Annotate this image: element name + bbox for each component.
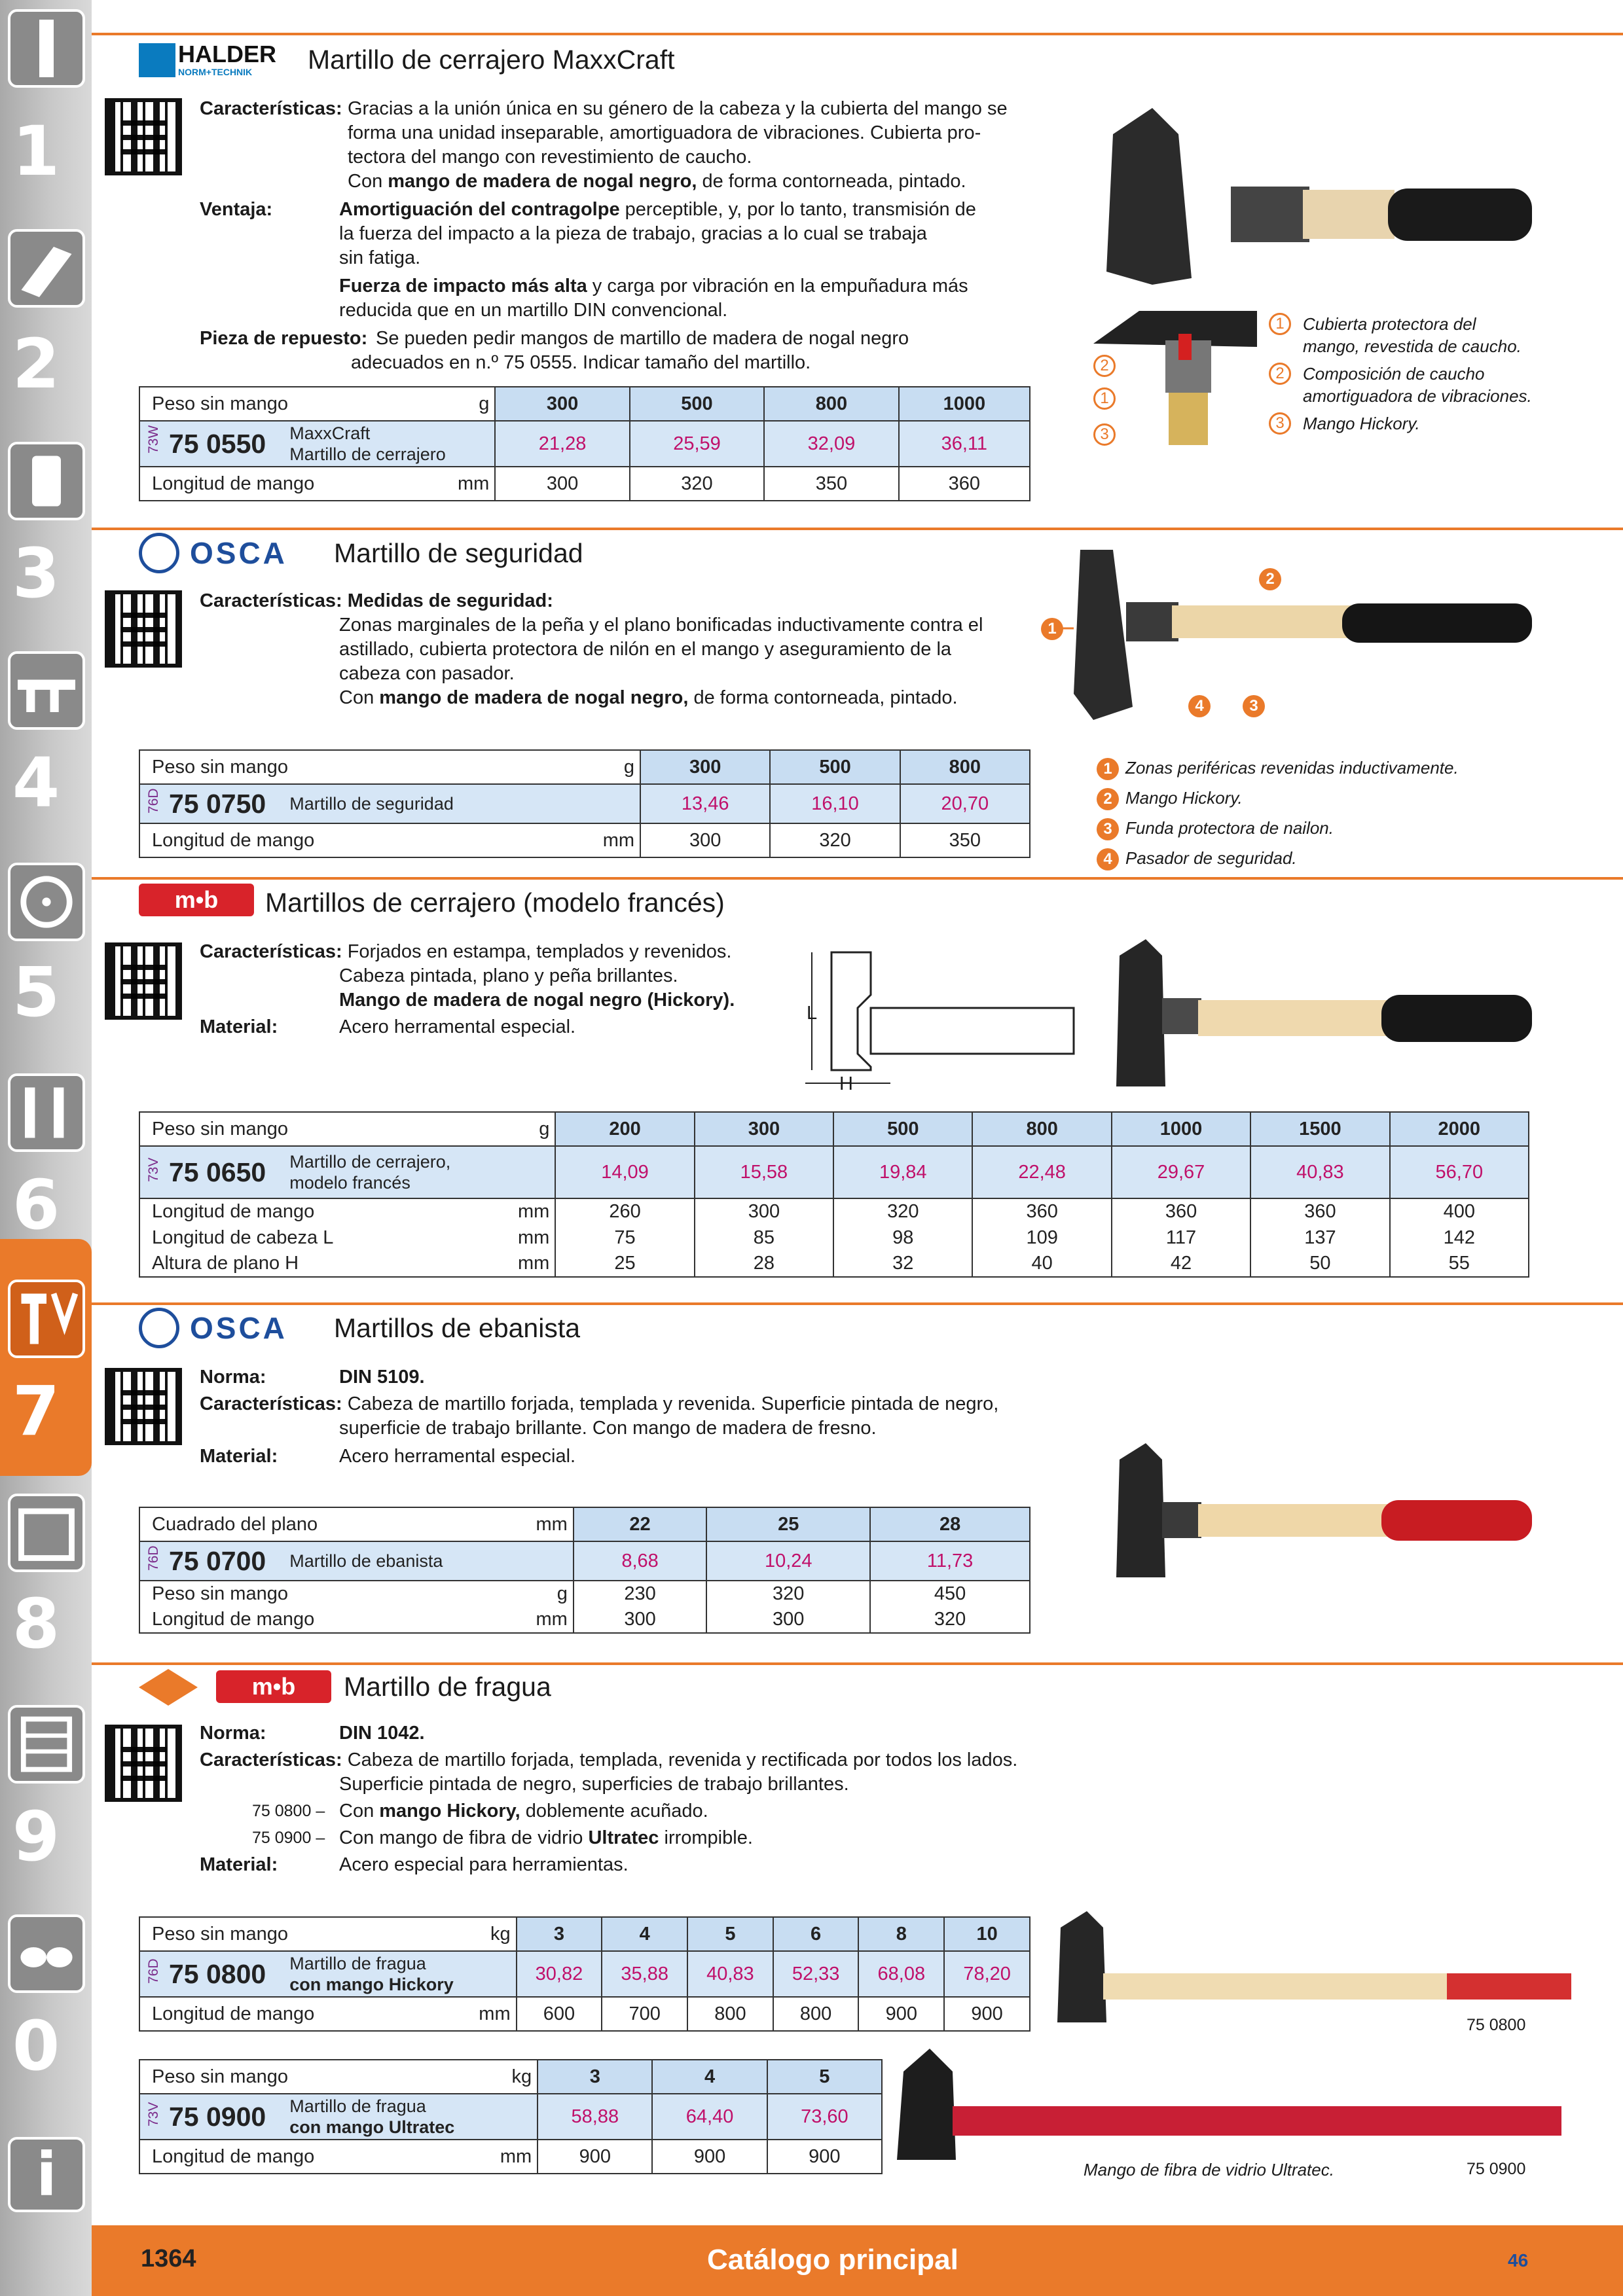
hammer-image-maxxcraft — [1087, 108, 1545, 291]
article-cell[interactable]: 73V 75 0650 Martillo de cerrajero, modelo francés — [139, 1146, 555, 1198]
qr-code[interactable] — [105, 942, 182, 1020]
callout-1: 1 — [1093, 386, 1122, 410]
callout-1: 1 — [1041, 617, 1070, 640]
price-table: Peso sin mango g 200 300 500 800 1000 1500 2000 73V 75 0650 Martillo de cerrajero, modelo francés 14,09 15,58 19,84 22,48 29,67 40,83 56,70 Longitud de mango mm 260 300 320 360 360 360 400 Longitud de cabeza L mm 75 85 98 109 117 137 142 Altura de plano H mm 25 28 32 40 42 50 55 — [139, 1111, 1529, 1278]
text-line: la fuerza del impacto a la pieza de trabajo, gracias a lo cual se trabaja — [339, 223, 927, 244]
hammer-image-fragua-ultratec — [890, 2045, 1578, 2163]
callout-2: 2 — [1259, 567, 1288, 590]
price-cell: 25,59 — [630, 421, 764, 467]
callout-2: 2 — [1093, 353, 1122, 377]
dim-label-L: L — [807, 1003, 818, 1024]
product-title: Martillo de seguridad — [334, 538, 583, 568]
size-cell: 800 — [764, 387, 898, 421]
catalog-title: Catálogo principal — [707, 2244, 958, 2276]
qr-code[interactable] — [105, 1368, 182, 1445]
product-title: Martillo de cerrajero MaxxCraft — [308, 45, 675, 75]
image-label: 75 0800 — [1467, 2016, 1526, 2034]
text-line: Fuerza de impacto más alta y carga por vibración en la empuñadura más — [339, 276, 968, 296]
product-title: Martillos de ebanista — [334, 1313, 581, 1343]
chapter-tab-4[interactable]: 4 — [12, 743, 60, 823]
label-repuesto: Pieza de repuesto: — [200, 328, 368, 349]
product-title: Martillos de cerrajero (modelo francés) — [265, 888, 725, 918]
article-cell[interactable]: 76D 75 0750 Martillo de seguridad — [139, 784, 640, 823]
image-caption: Mango de fibra de vidrio Ultratec. — [1084, 2160, 1334, 2179]
info-icon[interactable]: i — [8, 2137, 85, 2212]
text-line: astillado, cubierta protectora de nilón en el mango y aseguramiento de la — [339, 639, 952, 660]
callout-3: 3 — [1093, 422, 1122, 446]
table-header-label: Peso sin mango — [139, 387, 454, 421]
text-line: sin fatiga. — [339, 247, 421, 268]
section-divider — [92, 528, 1623, 530]
brand-mb: m•b — [139, 884, 254, 916]
price-table: Peso sin mango g 300 500 800 76D 75 0750 Martillo de seguridad 13,46 16,10 20,70 Longitud de mango mm 300 320 350 — [139, 749, 1030, 858]
section-divider — [92, 1662, 1623, 1665]
dim-label-H: H — [839, 1073, 853, 1094]
text-line: tectora del mango con revestimiento de caucho. — [348, 147, 752, 168]
qr-code[interactable] — [105, 1725, 182, 1802]
text-line: cabeza con pasador. — [339, 663, 515, 684]
hammer-image-fragua-hickory — [1041, 1908, 1578, 2026]
chuck-icon[interactable] — [8, 442, 85, 520]
price-table: Peso sin mango kg 3 4 5 6 8 10 76D 75 0800 Martillo de fragua con mango Hickory 30,82 35,88 40,83 52,33 68,08 78,20 Longitud de mango mm 600 700 800 800 900 900 — [139, 1916, 1030, 2032]
chapter-tab-0[interactable]: 0 — [12, 2006, 60, 2086]
chapter-tab-1[interactable]: 1 — [12, 111, 60, 191]
page-footer — [92, 2225, 1623, 2296]
qr-code[interactable] — [105, 98, 182, 175]
chapter-tab-3[interactable]: 3 — [12, 533, 60, 613]
osca-logo-icon — [139, 533, 179, 573]
text-line: reducida que en un martillo DIN convencional. — [339, 300, 728, 321]
bull-logo-icon — [139, 1669, 198, 1706]
page-number: 1364 — [141, 2245, 196, 2272]
label-caracteristicas: Características: — [200, 98, 342, 119]
brand-osca: OSCA — [190, 536, 287, 570]
qr-code[interactable] — [105, 590, 182, 668]
hammer-image-seguridad — [1048, 543, 1545, 733]
cabinet-icon[interactable] — [8, 1705, 85, 1784]
article-cell[interactable]: 76D 75 0800 Martillo de fragua con mango Hickory — [139, 1951, 517, 1997]
dimension-diagram — [792, 949, 1080, 1100]
text-line: forma una unidad inseparable, amortiguadora de vibraciones. Cubierta pro- — [348, 122, 981, 143]
chapter-tab-9[interactable]: 9 — [12, 1797, 60, 1876]
halder-logo-icon — [139, 43, 175, 77]
description-block: Norma: DIN 5109. Características: Cabeza de martillo forjada, templada y revenida. Superficie pintada de negro, superficie de trabajo brillante. Con mango de madera de fresno. Material: Acero herramental especial. — [200, 1367, 999, 1467]
catalog-sub-number: 46 — [1508, 2250, 1529, 2270]
text-line: adecuados en n.º 75 0555. Indicar tamaño del martillo. — [351, 352, 811, 373]
price-table: Peso sin mango kg 3 4 5 73V 75 0900 Martillo de fragua con mango Ultratec 58,88 64,40 73,60 Longitud de mango mm 900 900 900 — [139, 2059, 883, 2174]
hammer-image-ebanista — [1106, 1440, 1539, 1584]
price-table: Cuadrado del plano mm 22 25 28 76D 75 0700 Martillo de ebanista 8,68 10,24 11,73 Peso sin mango g 230 320 450 Longitud de mango mm 300 300 320 — [139, 1507, 1030, 1634]
description-block: Norma: DIN 1042. Características: Cabeza de martillo forjada, templada, revenida y rectificada por todos los lados. Superficie pintada de negro, superficies de trabajo brillantes. 75 0800 – Con mango Hickory, doblemente acuñado. 75 0900 – Con mango de fibra de vidrio Ultratec irrompible. Material: Acero especial para herramientas. — [200, 1723, 1018, 1875]
section-divider — [92, 877, 1623, 880]
product-title: Martillo de fragua — [344, 1672, 551, 1702]
hammer-image-frances — [1106, 936, 1539, 1093]
chapter-sidebar — [0, 0, 92, 2296]
saw-blade-icon[interactable] — [8, 863, 85, 941]
chapter-tab-7[interactable]: 7 — [12, 1371, 60, 1451]
legend-notes: 1 Cubierta protectora del mango, revestida de caucho. 2 Composición de caucho amortiguadora de vibraciones. 3 Mango Hickory. — [1269, 313, 1609, 435]
brand-osca: OSCA — [190, 1311, 287, 1345]
text-line: Con mango de madera de nogal negro, de forma contorneada, pintado. — [348, 171, 966, 192]
wrench-icon[interactable] — [8, 1073, 85, 1152]
insert-icon[interactable] — [8, 229, 85, 308]
description-block: Características: Medidas de seguridad: Zonas marginales de la peña y el plano bonificadas inductivamente contra el astillado, cubierta protectora de nilón en el mango y aseguramiento de la cabeza con pasador. Con mango de madera de nogal negro, de forma contorneada, pintado. — [200, 589, 1051, 710]
section-divider — [92, 33, 1623, 35]
hand-tools-icon[interactable] — [8, 1280, 85, 1358]
price-cell: 21,28 — [495, 421, 629, 467]
callout-4: 4 — [1188, 694, 1217, 717]
text-line: Con mango de madera de nogal negro, de forma contorneada, pintado. — [339, 687, 958, 708]
price-cell: 36,11 — [899, 421, 1030, 467]
price-cell: 32,09 — [764, 421, 898, 467]
text-line: Amortiguación del contragolpe perceptible, y, por lo tanto, transmisión de — [339, 199, 976, 220]
description-block: Características: Forjados en estampa, templados y revenidos. Cabeza pintada, plano y peña brillantes. Mango de madera de nogal negro (Hickory). Material: Acero herramental especial. — [200, 941, 735, 1037]
chapter-tab-5[interactable]: 5 — [12, 952, 60, 1032]
text-line: Se pueden pedir mangos de martillo de madera de nogal negro — [376, 328, 909, 349]
article-cell[interactable]: 73W 75 0550 MaxxCraft Martillo de cerrajero — [139, 421, 495, 467]
description-block — [200, 97, 1051, 375]
safety-glasses-icon[interactable] — [8, 1914, 85, 1993]
price-table: Peso sin mango g 300 500 800 1000 73W 75 0550 MaxxCraft Martillo de cerrajero 21,28 25,59 32,09 36,11 Longitud de mango mm 300 320 350 360 — [139, 386, 1030, 501]
chapter-tab-8[interactable]: 8 — [12, 1584, 60, 1664]
toolbox-icon[interactable] — [8, 1494, 85, 1572]
text-line: Gracias a la unión única en su género de la cabeza y la cubierta del mango se — [348, 98, 1008, 119]
chapter-tab-6[interactable]: 6 — [12, 1165, 60, 1245]
brand-halder: HALDER — [178, 41, 276, 67]
section-divider — [92, 1302, 1623, 1305]
size-cell: 500 — [630, 387, 764, 421]
text-line: Zonas marginales de la peña y el plano bonificadas inductivamente contra el — [339, 615, 983, 636]
label-ventaja: Ventaja: — [200, 199, 273, 220]
brand-mb: m•b — [216, 1670, 331, 1703]
article-cell[interactable]: 73V 75 0900 Martillo de fragua con mango Ultratec — [139, 2094, 538, 2140]
osca-logo-icon — [139, 1308, 179, 1348]
callout-3: 3 — [1243, 694, 1271, 717]
article-cell[interactable]: 76D 75 0700 Martillo de ebanista — [139, 1541, 574, 1581]
drill-icon[interactable] — [8, 9, 85, 88]
legend-notes: 1 Zonas periféricas revenidas inductivamente. 2 Mango Hickory. 3 Funda protectora de nailon. 4 Pasador de seguridad. — [1097, 753, 1555, 873]
caliper-icon[interactable] — [8, 651, 85, 730]
brand-halder-sub: NORM+TECHNIK — [178, 67, 253, 77]
size-cell: 1000 — [899, 387, 1030, 421]
chapter-tab-2[interactable]: 2 — [12, 324, 60, 404]
image-label: 75 0900 — [1467, 2160, 1526, 2178]
size-cell: 300 — [495, 387, 629, 421]
